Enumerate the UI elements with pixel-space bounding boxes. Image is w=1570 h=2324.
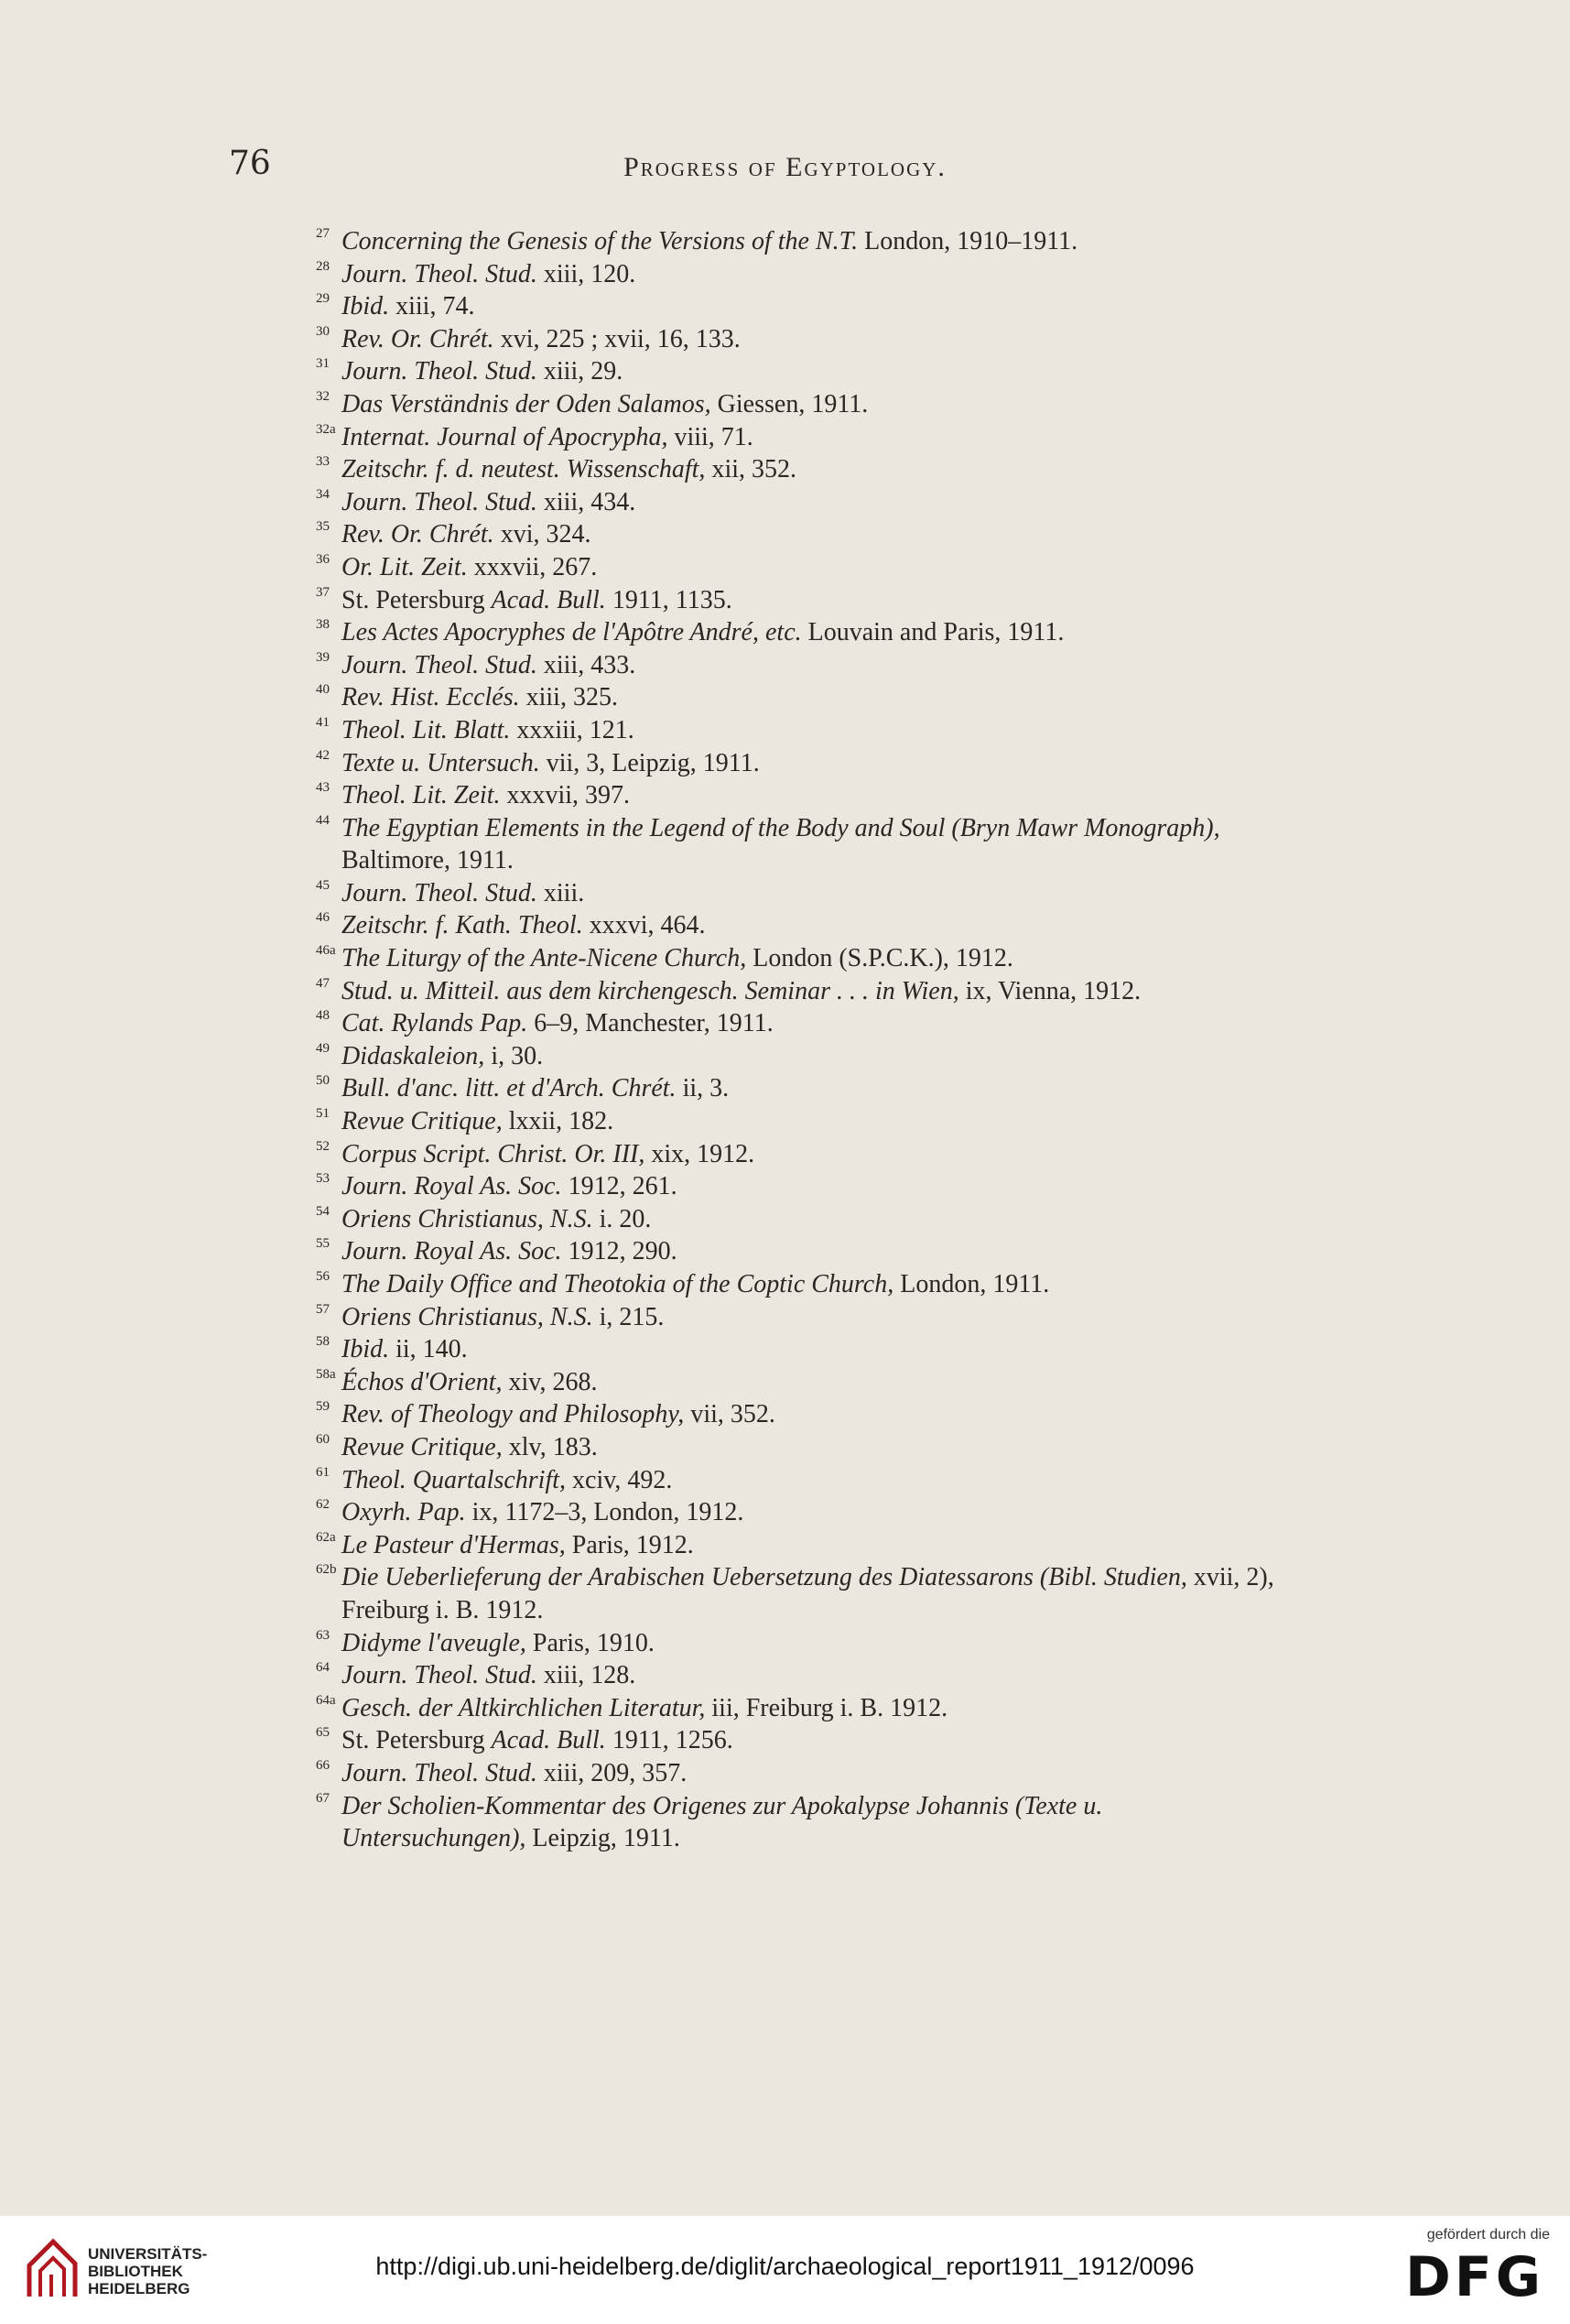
footnote [316,1724,1291,1757]
footnote-source: Journ. Theol. Stud. [341,1758,537,1787]
footnote-reference: xlv, 183. [502,1432,598,1461]
footnote-number: 51 [316,1106,330,1122]
footnote [316,1040,1291,1073]
footnote-source: The Egyptian Elements in the Legend of the Body and Soul (Bryn Mawr Monograph), [341,813,1220,842]
footnote [316,1333,1291,1366]
footnote [316,942,1291,975]
permalink-url[interactable]: http://digi.ub.uni-heidelberg.de/diglit/archaeological_report1911_1912/0096 [375,2253,1195,2280]
footnote-source: Rev. Or. Chrét. [341,324,494,353]
footnote [316,1496,1291,1529]
footnote-reference: xii, 352. [705,455,796,484]
footnote [316,1138,1291,1171]
footnote-source: Journ. Theol. Stud. [341,357,537,386]
footnote [316,616,1291,649]
footnote-source: Journ. Theol. Stud. [341,259,537,288]
footnote-reference: xiii, 29. [536,357,623,386]
footnote-number: 42 [316,747,330,763]
footnote-reference: xvi, 225 ; xvii, 16, 133. [493,324,741,353]
footnote-number: 33 [316,454,330,470]
footnote-reference: xiii, 325. [519,683,618,712]
footnote-source: Acad. Bull. [491,585,606,614]
footnote-source: Rev. Or. Chrét. [341,520,494,549]
footnote-source: Didaskaleion, [341,1041,485,1070]
footnote [316,290,1291,323]
footnote [316,258,1291,291]
footnote [316,1268,1291,1301]
footnote-source: Didyme l'aveugle, [341,1628,526,1657]
footnote-source: Corpus Script. Christ. Or. III, [341,1139,645,1168]
footnote-number: 28 [316,258,330,274]
footnote-number: 30 [316,323,330,339]
footnote [316,1398,1291,1431]
footnote-reference: 6–9, Manchester, 1911. [527,1009,774,1038]
footnote-number: 45 [316,877,330,893]
footnote [316,1235,1291,1268]
footnote-source: Or. Lit. Zeit. [341,552,468,581]
footnote-number: 53 [316,1171,330,1187]
footnote-source: Journ. Royal As. Soc. [341,1237,562,1266]
footnote [316,681,1291,714]
footnote-source: Journ. Theol. Stud. [341,487,537,516]
footnote-source: Theol. Lit. Zeit. [341,781,501,810]
footnote-source: Journ. Theol. Stud. [341,878,537,907]
footnote-reference: Baltimore, 1911. [341,846,514,875]
footnote-reference: iii, Freiburg i. B. 1912. [705,1693,948,1722]
footnote-number: 55 [316,1236,330,1252]
footnote-number: 48 [316,1008,330,1024]
footnote-source: Échos d'Orient, [341,1367,503,1396]
footnote-number: 50 [316,1073,330,1089]
footnote [316,747,1291,780]
library-name-line: UNIVERSITÄTS- [88,2245,208,2263]
footnote-number: 35 [316,519,330,535]
footnote-number: 58a [316,1366,336,1382]
footnote-reference: xiii, 434. [536,487,636,516]
footnote [316,1007,1291,1040]
footnote-number: 46a [316,943,336,959]
footnote-number: 57 [316,1301,330,1317]
footnote [316,421,1291,454]
footnote-source: Les Actes Apocryphes de l'Apôtre André, etc. [341,618,802,647]
footnote-reference: xiv, 268. [502,1367,598,1396]
footnote-source: Revue Critique, [341,1107,503,1136]
footnote-reference: xix, 1912. [644,1139,755,1168]
footnote-reference: ii, 3. [676,1074,730,1103]
footnote-number: 58 [316,1334,330,1350]
footnote-reference: ii, 140. [389,1335,468,1364]
footnote-reference: ix, Vienna, 1912. [958,976,1142,1005]
footnote [316,1529,1291,1562]
footnote [316,323,1291,356]
footnote [316,909,1291,942]
funded-by-label: gefördert durch die [1426,2227,1550,2243]
footnote-number: 62 [316,1497,330,1513]
footnote [316,518,1291,551]
footnote-reference: 1911, 1256. [605,1726,733,1755]
footnote-number: 61 [316,1464,330,1480]
footnote-source: Rev. Hist. Ecclés. [341,683,520,712]
footnote-reference: xiii. [536,878,585,907]
footnote-number: 64a [316,1692,336,1708]
footnote-reference: i. 20. [592,1204,652,1233]
footnote-source: Le Pasteur d'Hermas, [341,1530,566,1559]
footnote-reference: xxxvi, 464. [582,911,706,940]
footnote-number: 44 [316,812,330,828]
footnote-number: 29 [316,291,330,307]
footnote-number: 59 [316,1399,330,1415]
footnote [316,779,1291,812]
footnote-source: Oriens Christianus, N.S. [341,1302,593,1331]
footnote-number: 32a [316,421,336,437]
footnote-number: 40 [316,682,330,698]
footnote-reference: ix, 1172–3, London, 1912. [465,1498,744,1527]
footnote-reference: lxxii, 182. [502,1107,614,1136]
footnote [316,1757,1291,1790]
footnote [316,1203,1291,1236]
footnote [316,388,1291,421]
footnote-reference: xxxiii, 121. [510,715,634,744]
footnote [316,812,1291,877]
footnote-reference: xiii, 433. [536,650,636,679]
footnote [316,551,1291,584]
footnote-number: 66 [316,1757,330,1773]
library-name-line: BIBLIOTHEK [88,2263,183,2280]
footnote-number: 49 [316,1040,330,1056]
footnote-reference: Leipzig, 1911. [525,1824,680,1853]
footnote-reference: xiii, 128. [536,1661,636,1690]
footnote-number: 47 [316,975,330,991]
footnote [316,1692,1291,1725]
footnote [316,1105,1291,1138]
footnote-reference: vii, 352. [684,1400,775,1429]
footnote-reference: xxxvii, 267. [467,552,598,581]
footnote-source: The Daily Office and Theotokia of the Coptic Church, [341,1270,894,1298]
footnote [316,584,1291,617]
footnote [316,1659,1291,1692]
footnote-number: 65 [316,1725,330,1741]
running-head: Progress of Egyptology. [623,152,947,182]
footnote-reference: 1912, 290. [561,1237,677,1266]
footnote [316,877,1291,910]
footnote-reference: xxxvii, 397. [500,781,631,810]
footnote-source: Stud. u. Mitteil. aus dem kirchengesch. Seminar . . . in Wien, [341,976,959,1005]
footnote-source: The Liturgy of the Ante-Nicene Church, [341,944,747,973]
footnote-number: 62a [316,1529,336,1545]
footnote-number: 62b [316,1562,337,1578]
footnote-source: Acad. Bull. [491,1726,606,1755]
footnote-source: Oxyrh. Pap. [341,1498,466,1527]
footnote-source: Das Verständnis der Oden Salamos, [341,389,711,418]
footnote-reference: London, 1910–1911. [858,227,1078,255]
footnote-reference: xiii, 209, 357. [536,1758,688,1787]
footnote [316,355,1291,388]
footnote-number: 37 [316,584,330,600]
dfg-logo: DFG [1404,2245,1544,2309]
footnote [316,1561,1291,1626]
footnote [316,486,1291,519]
footnote-reference: Giessen, 1911. [710,389,869,418]
footnote-source: Zeitschr. f. Kath. Theol. [341,911,583,940]
footnote [316,1366,1291,1399]
footnote-number: 38 [316,617,330,633]
footnote-source: Journ. Theol. Stud. [341,1661,537,1690]
footnote-source: Cat. Rylands Pap. [341,1009,528,1038]
footnote-source: Theol. Lit. Blatt. [341,715,511,744]
footnote [316,1170,1291,1203]
footnote-number: 67 [316,1790,330,1806]
footnote-number: 27 [316,226,330,241]
footnote-number: 43 [316,780,330,796]
footnote-reference: vii, 3, Leipzig, 1911. [539,748,760,777]
digitization-footer [0,2216,1570,2324]
footnote-reference: Paris, 1910. [525,1628,655,1657]
footnote-reference: i, 215. [592,1302,665,1331]
footnote [316,1627,1291,1660]
footnote-source: Revue Critique, [341,1432,503,1461]
footnote [316,975,1291,1008]
footnote-source: Bull. d'anc. litt. et d'Arch. Chrét. [341,1074,677,1103]
footnote-number: 39 [316,649,330,665]
footnote-source: Texte u. Untersuch. [341,748,540,777]
footnote-reference: viii, 71. [667,422,753,451]
footnote-reference: xvii, 2), Freiburg i. B. 1912. [341,1563,1274,1624]
page-number: 76 [229,145,271,182]
footnote-number: 36 [316,551,330,567]
footnote-source: Concerning the Genesis of the Versions of the N.T. [341,227,859,255]
footnote-source: Gesch. der Altkirchlichen Literatur, [341,1693,706,1722]
footnote-reference: xvi, 324. [493,520,591,549]
footnote [316,1301,1291,1334]
footnote [316,1464,1291,1497]
footnote [316,649,1291,682]
footnote-reference: xciv, 492. [566,1465,673,1494]
footnote-source: Internat. Journal of Apocrypha, [341,422,668,451]
footnote-reference: London, 1911. [893,1270,1050,1298]
footnote-source: Journ. Royal As. Soc. [341,1172,562,1201]
footnote [316,1431,1291,1464]
footnote [316,453,1291,486]
footnote-reference: Paris, 1912. [565,1530,694,1559]
footnote-prefix: St. Petersburg [341,585,492,614]
footnote-source: Rev. of Theology and Philosophy, [341,1400,685,1429]
footnote-number: 52 [316,1138,330,1154]
footnote-number: 60 [316,1431,330,1447]
footnote-reference: xiii, 74. [389,292,475,321]
footnote-list [316,225,1291,1855]
footnote-source: Ibid. [341,1335,390,1364]
footnote-reference: Louvain and Paris, 1911. [801,618,1065,647]
footnote [316,1790,1291,1855]
footnote-reference: 1912, 261. [561,1172,677,1201]
footnote-reference: xiii, 120. [536,259,636,288]
footnote-source: Theol. Quartalschrift, [341,1465,567,1494]
footnote-source: Die Ueberlieferung der Arabischen Uebersetzung des Diatessarons (Bibl. Studien, [341,1563,1187,1592]
footnote-reference: London (S.P.C.K.), 1912. [746,944,1013,973]
footnote-source: Der Scholien-Kommentar des Origenes zur Apokalypse Johannis (Texte u. Untersuchungen), [341,1791,1103,1853]
footnote-number: 32 [316,388,330,404]
footnote-source: Ibid. [341,292,390,321]
footnote-number: 31 [316,356,330,372]
footnote-number: 46 [316,910,330,926]
footnote [316,1072,1291,1105]
footnote-number: 64 [316,1660,330,1676]
footnote-source: Oriens Christianus, N.S. [341,1204,593,1233]
library-name-line: HEIDELBERG [88,2280,190,2297]
footnote-number: 63 [316,1627,330,1643]
footnote-source: Zeitschr. f. d. neutest. Wissenschaft, [341,455,706,484]
footnote-prefix: St. Petersburg [341,1726,492,1755]
footnote-number: 34 [316,486,330,502]
footnote [316,714,1291,747]
footnote-number: 56 [316,1269,330,1284]
footnote-reference: i, 30. [484,1041,544,1070]
footnote-reference: 1911, 1135. [605,585,732,614]
footnote-number: 54 [316,1203,330,1219]
footnote [316,225,1291,258]
footnote-source: Journ. Theol. Stud. [341,650,537,679]
footnote-number: 41 [316,714,330,730]
